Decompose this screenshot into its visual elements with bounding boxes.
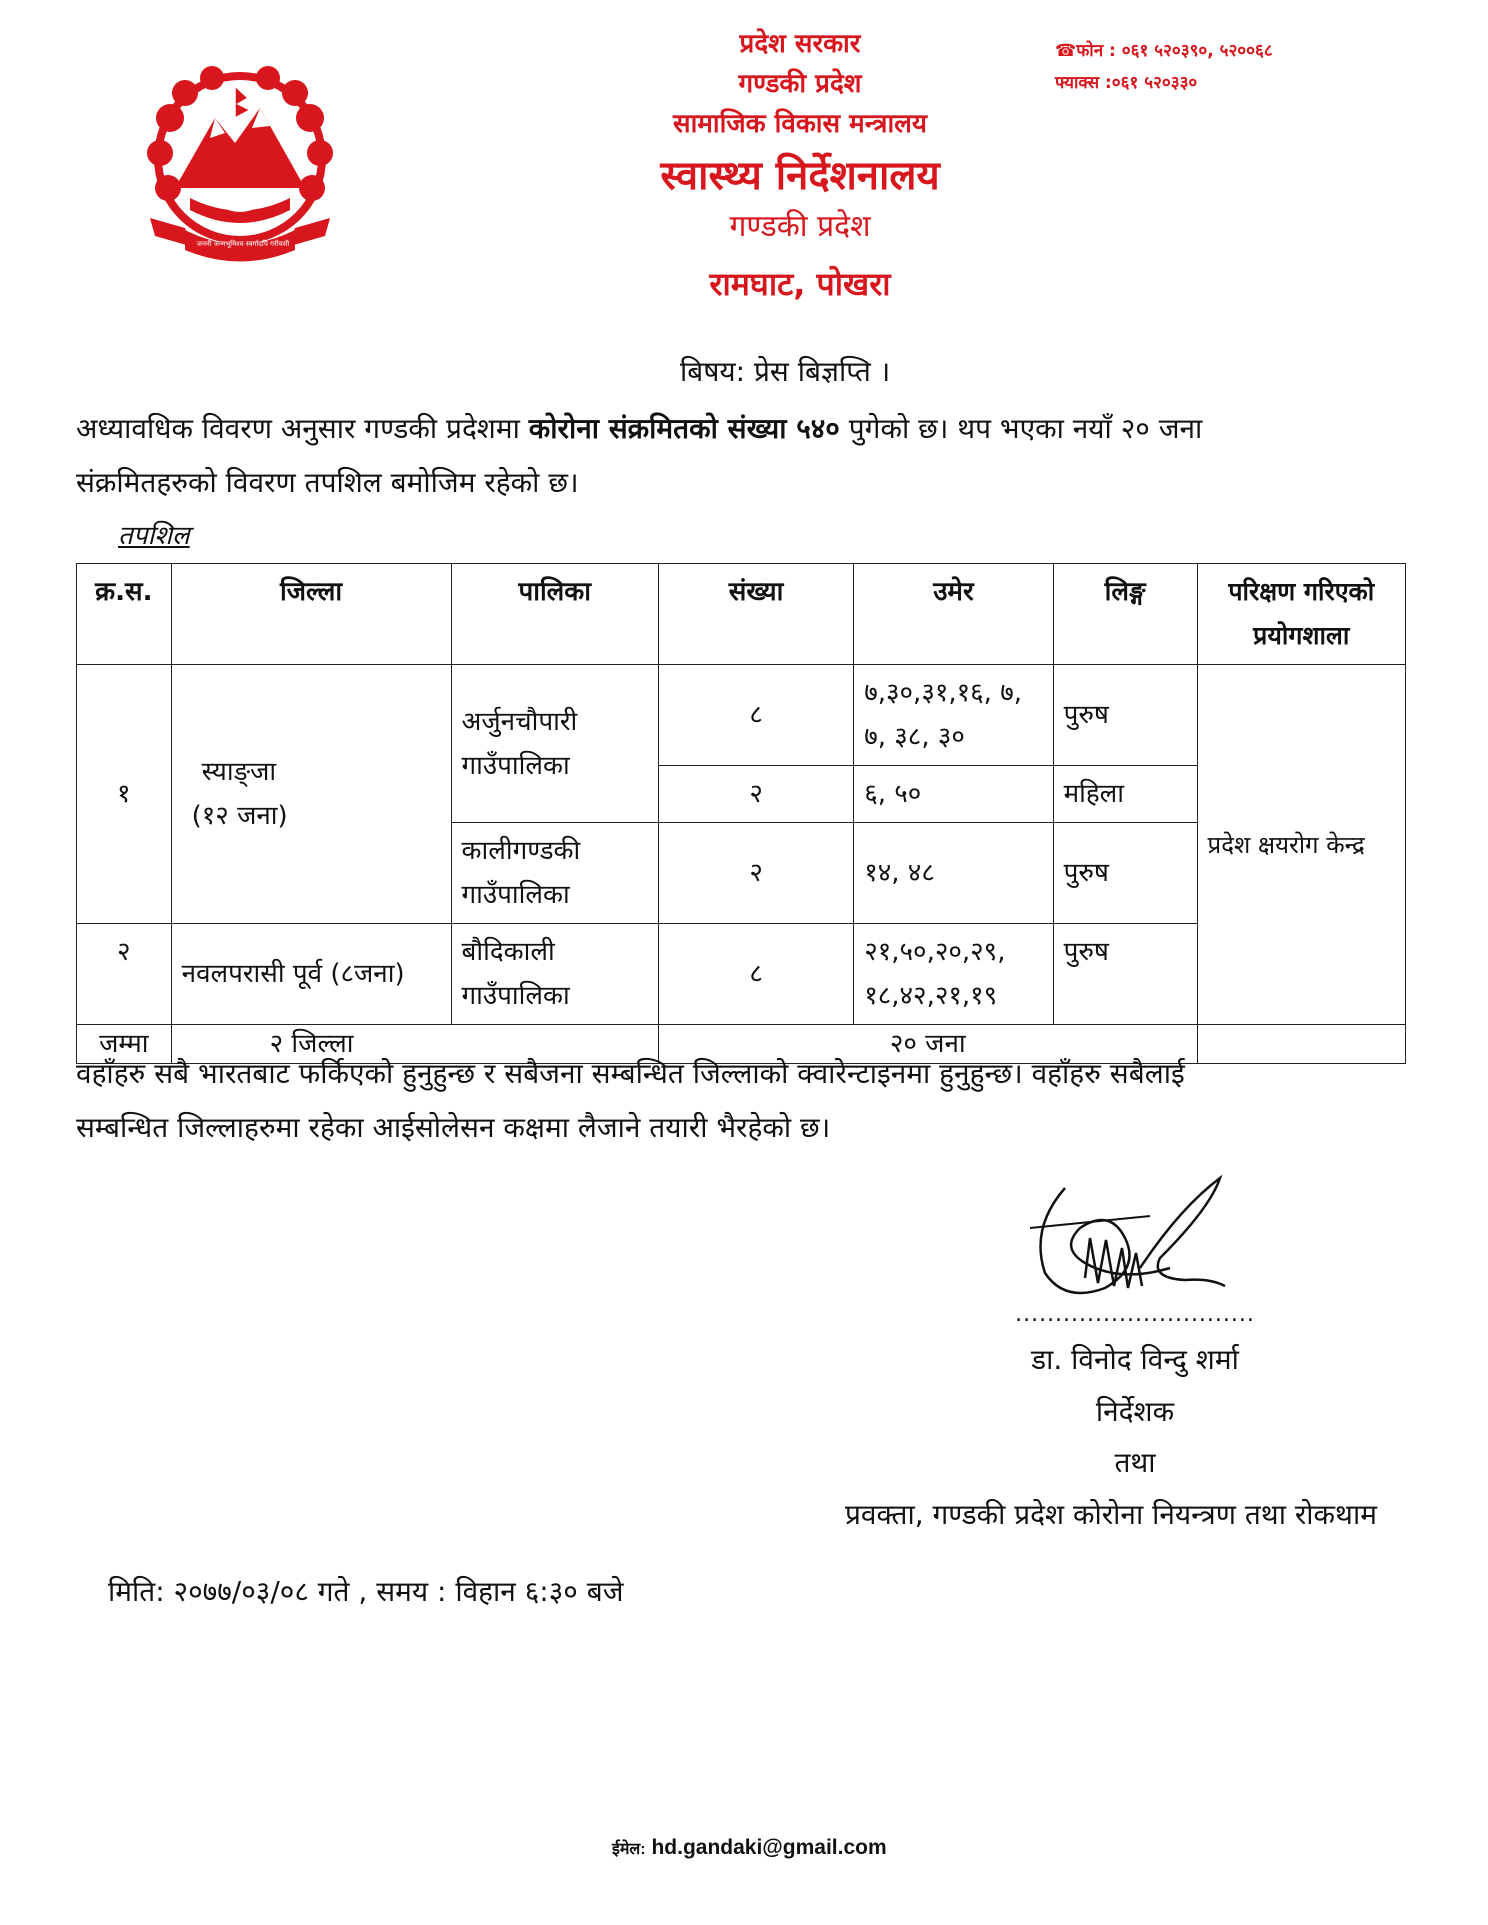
total-label: जम्मा (77, 1025, 172, 1064)
contact-fax: फ्याक्स :०६१ ५२०३३० (1055, 73, 1198, 93)
header-province: गण्डकी प्रदेश (738, 69, 862, 99)
government-emblem (130, 58, 350, 268)
row1-palika1-count-female: २ (658, 766, 853, 823)
signature (1010, 1168, 1240, 1318)
row1-palika1-gender-female: महिला (1053, 766, 1197, 823)
col-header-serial: क्र.स. (77, 564, 172, 665)
row2-district: नवलपरासी पूर्व (८जना) (171, 924, 451, 1025)
intro-paragraph-line1: अध्यावधिक विवरण अनुसार गण्डकी प्रदेशमा कोरोना संक्रमितको संख्या ५४० पुगेको छ। थप भएका नयाँ २० जना (76, 412, 1203, 445)
row1-palika2-ages: १४, ४८ (854, 823, 1053, 924)
row1-palika1: अर्जुनचौपारी गाउँपालिका (451, 665, 658, 823)
total-districts: २ जिल्ला (171, 1025, 658, 1064)
contact-phone: ☎फोन : ०६१ ५२०३९०, ५२००६८ (1055, 41, 1273, 61)
table-row (77, 665, 1406, 766)
row2-count: ८ (658, 924, 853, 1025)
signatory-conjunction: तथा (1114, 1446, 1156, 1479)
col-header-lab: परिक्षण गरिएको प्रयोगशाला (1197, 564, 1405, 665)
total-people: २० जना (658, 1025, 1197, 1064)
lab-name: प्रदेश क्षयरोग केन्द्र (1197, 665, 1405, 1025)
row1-palika2-count: २ (658, 823, 853, 924)
infected-count-highlight: कोरोना संक्रमितको संख्या ५४० (528, 412, 840, 445)
footer-email (612, 1836, 887, 1860)
row1-serial: १ (77, 665, 172, 924)
row1-palika1-ages-female: ६, ५० (854, 766, 1053, 823)
header-office-province: गण्डकी प्रदेश (729, 209, 871, 244)
details-label: तपशिल (118, 521, 190, 551)
emblem-icon (130, 58, 350, 268)
intro-paragraph-line2: संक्रमितहरुको विवरण तपशिल बमोजिम रहेको छ। (76, 466, 579, 499)
row2-palika: बौदिकाली गाउँपालिका (451, 924, 658, 1025)
table-header-row (77, 564, 1406, 665)
signatory-title: निर्देशक (1095, 1395, 1175, 1428)
signatory-name: डा. विनोद विन्दु शर्मा (1031, 1343, 1239, 1376)
header-government: प्रदेश सरकार (739, 29, 861, 59)
header-ministry: सामाजिक विकास मन्त्रालय (673, 109, 927, 139)
col-header-count: संख्या (658, 564, 853, 665)
closing-paragraph-line1: वहाँहरु सबै भारतबाट फर्किएको हुनुहुन्छ र सबैजना सम्बन्धित जिल्लाको क्वारेन्टाइनमा हुनुहुन्छ। वहाँहरु सबैलाई (76, 1057, 1185, 1090)
signatory-role: प्रवक्ता, गण्डकी प्रदेश कोरोना नियन्त्रण तथा रोकथाम (845, 1498, 1377, 1531)
email-label: ईमेल: (612, 1841, 646, 1858)
email-link[interactable]: hd.gandaki@gmail.com (651, 1836, 887, 1859)
row2-gender: पुरुष (1053, 924, 1197, 1025)
col-header-gender: लिङ्ग (1053, 564, 1197, 665)
signature-icon (1010, 1168, 1240, 1318)
row1-palika1-count-male: ८ (658, 665, 853, 766)
row1-palika1-ages-male: ७,३०,३१,१६, ७, ७, ३८, ३० (854, 665, 1053, 766)
signature-dots: .............................. (1015, 1302, 1255, 1327)
row1-palika2: कालीगण्डकी गाउँपालिका (451, 823, 658, 924)
row2-ages: २१,५०,२०,२९, १८,४२,२१,१९ (854, 924, 1053, 1025)
row1-palika2-gender: पुरुष (1053, 823, 1197, 924)
date-time: मिति: २०७७/०३/०८ गते , समय : विहान ६:३० बजे (108, 1575, 624, 1608)
header-office: स्वास्थ्य निर्देशनालय (660, 153, 940, 199)
phone-icon: ☎ (1055, 41, 1077, 61)
row2-serial: २ (77, 924, 172, 1025)
subject-line: बिषय: प्रेस बिज्ञप्ति । (680, 355, 891, 388)
col-header-palika: पालिका (451, 564, 658, 665)
col-header-district: जिल्ला (171, 564, 451, 665)
emblem-motto: जननी जन्मभूमिश्च स्वर्गादपि गरीयसी (196, 240, 290, 248)
col-header-age: उमेर (854, 564, 1053, 665)
cases-table (76, 563, 1406, 1064)
row1-district: स्याङ्जा (१२ जना) (171, 665, 451, 924)
row1-palika1-gender-male: पुरुष (1053, 665, 1197, 766)
closing-paragraph-line2: सम्बन्धित जिल्लाहरुमा रहेका आईसोलेसन कक्षमा लैजाने तयारी भैरहेको छ। (76, 1111, 831, 1144)
header-address: रामघाट, पोखरा (709, 265, 891, 303)
